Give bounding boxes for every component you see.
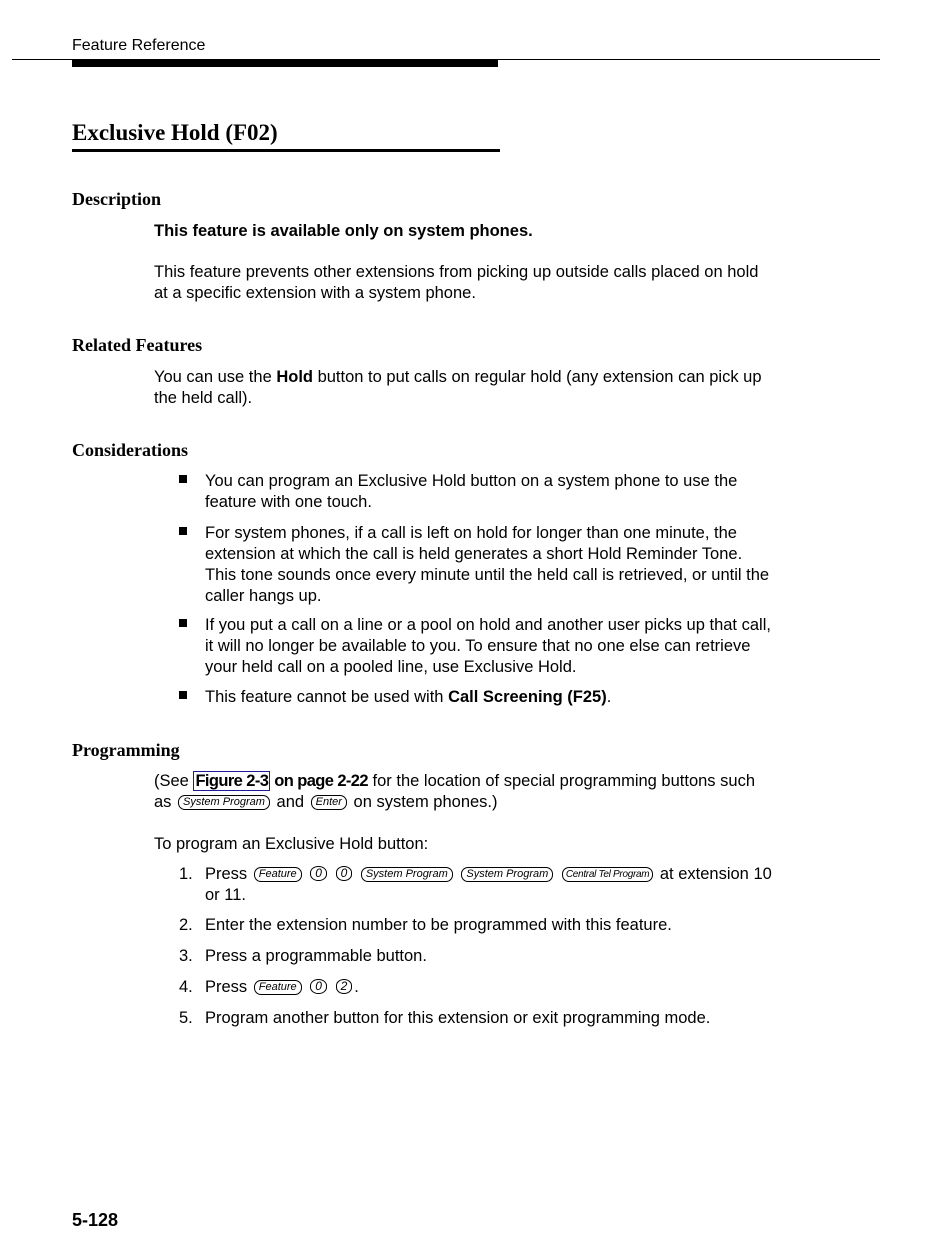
- figure-link-box[interactable]: Figure 2-3: [195, 772, 269, 790]
- step-item: [179, 977, 775, 998]
- consideration-text-post: .: [606, 688, 612, 706]
- step-number: 5.: [179, 1009, 193, 1027]
- zero-key: 0: [310, 866, 327, 881]
- step-number: 4.: [179, 978, 193, 996]
- feature-key: Feature: [254, 867, 302, 882]
- zero-key: 0: [336, 866, 353, 881]
- step-text: Press a programmable button.: [205, 947, 427, 965]
- zero-key: 0: [310, 979, 327, 994]
- description-body: This feature prevents other extensions from picking up outside calls placed on hold at a specific extension with a system phone.: [154, 263, 759, 302]
- consideration-text: For system phones, if a call is left on hold for longer than one minute, the extension at which the call is held generates a short Hold Reminder Tone. This tone sounds once every minute until the held call is retrieved, or until the caller hangs up.: [205, 524, 770, 605]
- programming-heading: Programming: [72, 740, 180, 760]
- system-program-key: System Program: [461, 867, 553, 882]
- consideration-text: If you put a call on a line or a pool on hold and another user picks up that call, it will no longer be available to you. To ensure that no one else can retrieve your held call on a pooled line, use Exclusive Hold.: [205, 616, 771, 676]
- bullet-square-icon: [179, 527, 187, 535]
- system-program-key: System Program: [178, 795, 270, 810]
- step-item: [179, 1008, 775, 1029]
- bullet-square-icon: [179, 691, 187, 699]
- title-rule: [72, 149, 500, 152]
- consideration-text: You can program an Exclusive Hold button on a system phone to use the feature with one touch.: [205, 472, 738, 511]
- bullet-square-icon: [179, 619, 187, 627]
- step-number: 1.: [179, 865, 193, 883]
- related-text-post: button to put calls on regular hold (any extension can pick up the held call).: [154, 368, 762, 407]
- see-text-mid: for the location of special programming buttons such as: [154, 772, 755, 811]
- step-number: 2.: [179, 916, 193, 934]
- step-text: Program another button for this extension or exit programming mode.: [205, 1009, 711, 1027]
- enter-key: Enter: [311, 795, 347, 810]
- step-text-post: .: [354, 978, 359, 996]
- page-title: Exclusive Hold (F02): [72, 120, 278, 145]
- figure-2-3-link[interactable]: [193, 771, 368, 791]
- two-key: 2: [336, 979, 353, 994]
- step-text-pre: Press: [205, 865, 252, 883]
- system-program-key: System Program: [361, 867, 453, 882]
- step-text: Enter the extension number to be programmed with this feature.: [205, 916, 672, 934]
- related-features-heading: Related Features: [72, 335, 203, 355]
- consideration-item: [205, 471, 775, 513]
- see-text-post: on system phones.): [348, 793, 498, 811]
- related-features-body: [154, 367, 774, 409]
- related-text-pre: You can use the: [154, 368, 277, 386]
- step-item: [179, 946, 775, 967]
- central-tel-program-key: Central Tel Program: [562, 867, 653, 882]
- step-item: [179, 864, 775, 906]
- step-number: 3.: [179, 947, 193, 965]
- call-screening-term: Call Screening (F25): [448, 688, 607, 706]
- page-number: 5-128: [72, 1210, 119, 1230]
- header-bar: [72, 60, 498, 67]
- bullet-square-icon: [179, 475, 187, 483]
- consideration-item: [205, 523, 775, 607]
- step-text-pre: Press: [205, 978, 252, 996]
- consideration-item: [205, 615, 775, 678]
- feature-key: Feature: [254, 980, 302, 995]
- hold-term: Hold: [276, 368, 313, 386]
- step-item: [179, 915, 775, 936]
- consideration-item: [205, 687, 775, 708]
- running-header: Feature Reference: [72, 37, 206, 54]
- page-link-text[interactable]: on page 2-22: [270, 772, 368, 790]
- description-note: This feature is available only on system phones.: [154, 222, 533, 240]
- programming-intro: To program an Exclusive Hold button:: [154, 835, 429, 853]
- description-heading: Description: [72, 189, 161, 209]
- consideration-text-pre: This feature cannot be used with: [205, 688, 449, 706]
- see-text-pre: (See: [154, 772, 194, 790]
- see-text-and: and: [271, 793, 309, 811]
- considerations-heading: Considerations: [72, 440, 189, 460]
- step-text-post: at extension 10 or 11.: [205, 865, 772, 904]
- programming-see-note: [154, 771, 774, 813]
